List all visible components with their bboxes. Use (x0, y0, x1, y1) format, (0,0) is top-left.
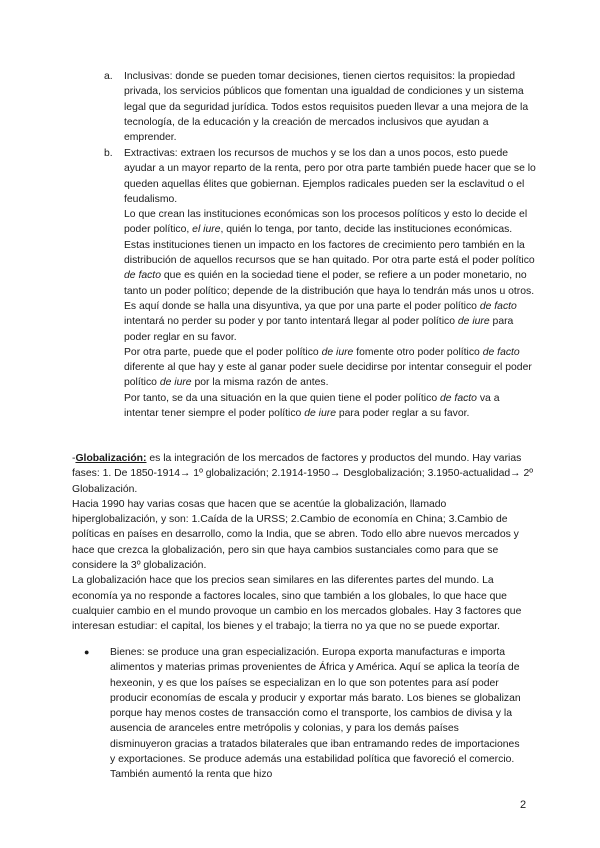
bullet-icon: ● (84, 647, 90, 657)
list-marker: a. (104, 71, 113, 82)
list-item-extractivas (104, 146, 536, 421)
globalizacion-heading: Globalización: (75, 453, 147, 464)
extractivas-paragraph-3: Es aquí donde se halla una disyuntiva, ya que por una parte el poder político de facto intentará no perder su poder y por tanto intentará llegar al poder político de iure para poder reglar en su favor. (124, 300, 517, 343)
globalizacion-definition: -Globalización: es la integración de los mercados de factores y productos del mundo. Hay varias fases: 1. De 1850-1914→ 1º globalización; 2.1914-1950→ Desglobalización; 3.1950-actualidad→ 2º Globalización. (72, 453, 534, 495)
extractivas-paragraph-2: Lo que crean las instituciones económicas son los procesos políticos y esto lo decide el poder político, el iure, quién lo tenga, por tanto, decide las instituciones económicas. Estas instituciones tienen un impacto en los factores de crecimiento pero también en la distribución de aquellos recursos que se han quitado. Por otra parte está el poder político de facto que es quién en la sociedad tiene el poder, se refiere a un poder monetario, no tanto un poder político; depende de la distribución que haya lo tendrán más unos u otros. (124, 209, 535, 297)
list-item-inclusivas (104, 69, 538, 145)
list-item-bienes (84, 645, 522, 783)
inclusivas-text: Inclusivas: donde se pueden tomar decisiones, tienen ciertos requisitos: la propiedad privada, los servicios públicos que fomentan una igualdad de condiciones y un sistema legal que da seguridad jurídica. Todos estos requisitos pueden llevar a una mejora de la tecnología, de la educación y la creación de mercados inclusivos que ayudan a emprender. (124, 71, 529, 144)
page-number: 2 (520, 799, 527, 811)
globalizacion-section (72, 451, 534, 635)
hiperglobalizacion-paragraph: Hacia 1990 hay varias cosas que hacen que se acentúe la globalización, llamado hiperglobalización, y son: 1.Caída de la URSS; 2.Cambio de economía en China; 3.Cambio de políticas en países en desarrollo, como la India, que se abren. Todo ello abre nuevos mercados y hace que crezca la globalización, pero sin que haya cambios sustanciales como para que se considere la 3º globalización. (72, 498, 519, 572)
extractivas-paragraph-4: Por otra parte, puede que el poder político de iure fomente otro poder político de facto diferente al que hay y este al ganar poder suele decidirse por intentar conseguir el poder político de iure por la misma razón de antes. (124, 346, 532, 389)
list-marker: b. (104, 148, 113, 159)
precios-paragraph: La globalización hace que los precios sean similares en las diferentes partes del mundo. La economía ya no responde a factores locales, sino que también a los globales, lo que hace que cualquier cambio en el mundo provoque un cambio en los mercados globales. Hay 3 factores que interesan estudiar: el capital, los bienes y el trabajo; la tierra no ya que no se puede exportar. (72, 575, 522, 633)
bienes-text: Bienes: se produce una gran especialización. Europa exporta manufacturas e importa alimentos y materias primas provenientes de África y América. Aquí se aplica la teoría de hexeonin, y es que los países se especializan en lo que son potentes para así poder producir economías de escala y producir y exportar más barato. Los bienes se globalizan porque hay menos costes de transacción como el transporte, los cambios de divisa y la ausencia de aranceles entre metrópolis y colonias, y para los demás países disminuyeron gracias a tratados bilaterales que iban entramando redes de importaciones y exportaciones. Se produce además una estabilidad política que favoreció el comercio. También aumentó la renta que hizo (110, 647, 521, 781)
extractivas-paragraph-1: Extractivas: extraen los recursos de muchos y se los dan a unos pocos, esto puede ayudar a un mayor reparto de la renta, pero por otra parte también puede hacer que se lo queden aquellas élites que gobiernan. Ejemplos radicales pueden ser la esclavitud o el feudalismo. (124, 148, 536, 205)
extractivas-paragraph-5: Por tanto, se da una situación en la que quien tiene el poder político de facto va a intentar tener siempre el poder político de iure para poder reglar a su favor. (124, 392, 500, 420)
